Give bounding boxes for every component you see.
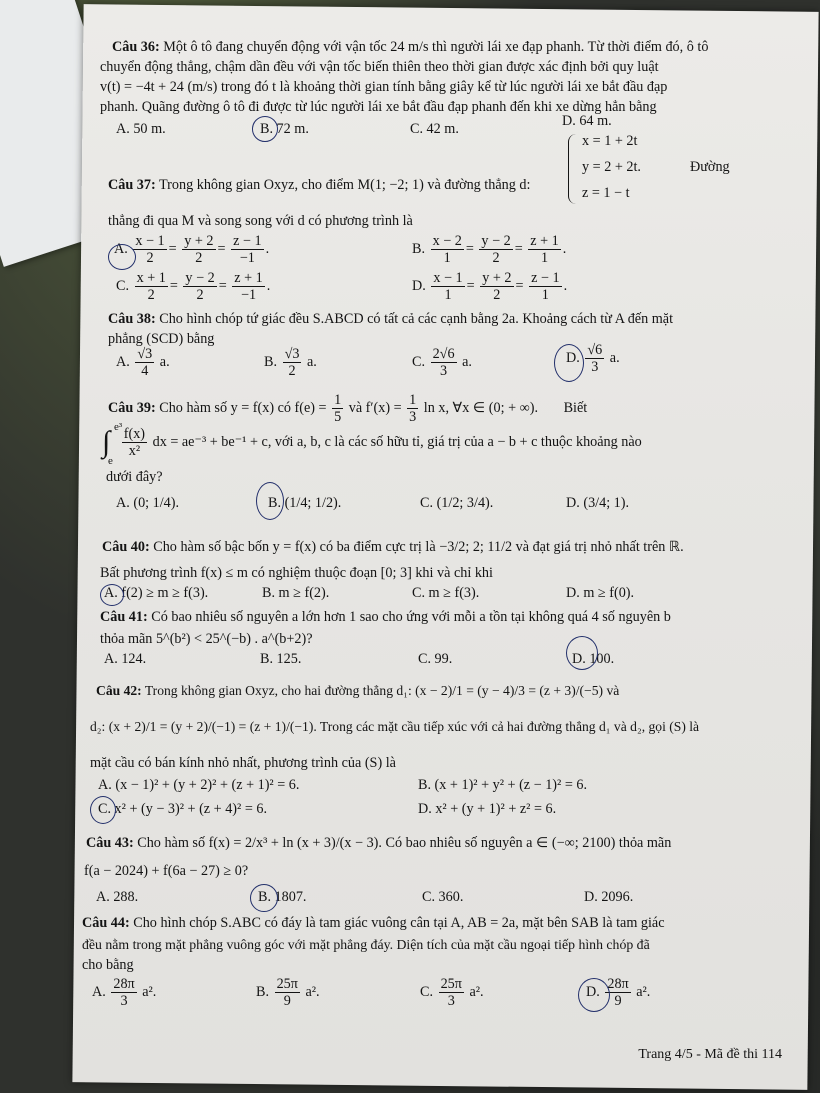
q37-option-b[interactable]: B. $\frac{x - 2}{1}$ = $\frac{y - 2}{2}$ = $\frac{z + 1}{1}$ . (412, 233, 567, 266)
q38-b-n: √3 (284, 346, 300, 362)
q42-option-d[interactable]: D. x² + (y + 1)² + z² = 6. (418, 801, 557, 817)
q40-line1 (102, 538, 684, 556)
q37-d-n3: z − 1 (531, 270, 560, 286)
q37-c-n3: z + 1 (234, 270, 263, 286)
q39-p4: Biết (563, 399, 588, 416)
q37-a-frac2 (182, 233, 215, 266)
q40-option-c[interactable]: C. m ≥ f(3). (412, 585, 480, 601)
q36-line1 (112, 38, 708, 56)
q39-b-key: B. (268, 495, 282, 511)
q41-option-c[interactable]: C. 99. (418, 651, 453, 667)
q44-c-d: 3 (447, 993, 455, 1009)
q39-int-tail: dx = ae⁻³ + be⁻¹ + c, với a, b, c là các số hữu tỉ, giá trị của a − b + c thuộc khoảng nào (152, 433, 642, 450)
q44-a-key: A. (92, 983, 106, 1000)
q40-option-b[interactable]: B. m ≥ f(2). (262, 585, 330, 601)
q44-label: Câu 44: (82, 915, 130, 931)
q40-option-a[interactable]: A. f(2) ≥ m ≥ f(3). (104, 585, 209, 601)
q37-a-n3: z − 1 (233, 233, 262, 249)
q42-line3: mặt cầu có bán kính nhỏ nhất, phương trình của (S) là (90, 755, 396, 771)
q38-c-n: 2√6 (432, 346, 455, 362)
q39-c-v: (1/2; 3/4). (436, 495, 494, 511)
q37-option-a[interactable]: A. $\frac{x - 1}{2}$ = $\frac{y + 2}{2}$ = $\frac{z - 1}{-1}$ . (114, 233, 270, 266)
q37-d-n2: y + 2 (482, 270, 512, 286)
q44-d-d: 9 (614, 993, 622, 1009)
q37-sys-x: x = 1 + 2t (582, 133, 638, 149)
q38-d-t: a. (609, 349, 620, 366)
q41-line2: thỏa mãn 5^(b²) < 25^(−b) . a^(b+2)? (100, 631, 313, 647)
q37-option-c[interactable]: C. $\frac{x + 1}{2}$ = $\frac{y - 2}{2}$ = $\frac{z + 1}{-1}$ . (116, 270, 271, 303)
q37-d-frac2 (480, 270, 513, 303)
q38-b-d: 2 (288, 363, 296, 379)
q38-a-t: a. (159, 353, 170, 370)
q37-d-frac1 (431, 270, 464, 303)
q37-b-d3: 1 (540, 250, 549, 266)
q38-answer-circle (554, 344, 584, 382)
q43-option-c[interactable]: C. 360. (422, 889, 464, 905)
q37-c-n2: y − 2 (185, 270, 215, 286)
q39-fp-frac (407, 392, 418, 425)
q42-line2: d₂: (x + 2)/1 = (y + 2)/(−1) = (z + 1)/(−1). Trong các mặt cầu tiếp xúc với cả hai đường thẳng d₁ và d₂, gọi (S) là (90, 719, 700, 734)
q38-option-b[interactable] (264, 346, 317, 379)
q44-c-t: a². (469, 983, 484, 1000)
q44-line1 (82, 914, 665, 932)
q39-line1 (108, 392, 587, 425)
q37-d-key: D. (412, 277, 426, 294)
q38-c-t: a. (462, 353, 472, 370)
q37-d-n1: x − 1 (433, 270, 463, 286)
q37-b-n2: y − 2 (481, 233, 511, 249)
q37-line1 (108, 176, 530, 194)
q37-b-n3: z + 1 (530, 233, 559, 249)
q44-d-key: D. (586, 983, 600, 1000)
q44-b-key: B. (256, 983, 270, 1000)
q39-integral-sign: ∫ (102, 425, 111, 459)
page-footer: Trang 4/5 - Mã đề thi 114 (638, 1047, 782, 1062)
q39-int-frac (122, 426, 147, 459)
q36-line3: v(t) = −4t + 24 (m/s) trong đó t là khoảng thời gian tính bằng giây kể từ lúc người lái xe bắt đầu đạp (100, 79, 668, 95)
q38-c-frac (431, 346, 457, 379)
q44-b-n: 25π (276, 976, 298, 992)
q38-a-frac (135, 346, 154, 379)
q44-b-frac (275, 976, 300, 1009)
q41-line1 (100, 608, 671, 626)
q38-d-frac (585, 342, 604, 375)
q36-text1: Một ô tô đang chuyển động với vận tốc 24 m/s thì người lái xe đạp phanh. Từ thời điểm đó, ô tô (163, 39, 709, 55)
q43-text1: Cho hàm số f(x) = 2/x³ + ln (x + 3)/(x − 3). Có bao nhiêu số nguyên a ∈ (−∞; 2100) thỏa mãn (137, 835, 672, 851)
q36-line2: chuyển động thẳng, chậm dần đều với vận tốc biến thiên theo thời gian được xác định bởi quy luật (100, 59, 659, 75)
q42-label: Câu 42: (96, 683, 142, 698)
q44-a-n: 28π (113, 976, 135, 992)
q39-int-upper: e³ (114, 421, 123, 433)
q44-option-c[interactable] (420, 976, 484, 1009)
q37-line2: thẳng đi qua M và song song với d có phương trình là (108, 213, 413, 229)
q37-b-n1: x − 2 (432, 233, 462, 249)
q37-a-d3: −1 (239, 250, 255, 266)
q36-option-c[interactable]: C. 42 m. (410, 121, 459, 137)
q42-answer-circle (90, 796, 116, 824)
q36-answer-circle (252, 116, 278, 142)
q44-d-t: a². (636, 983, 651, 1000)
q44-b-d: 9 (283, 993, 291, 1009)
q37-c-frac1 (135, 270, 168, 303)
q37-b-frac2 (479, 233, 512, 266)
q39-fe-d: 5 (334, 409, 342, 425)
q44-c-frac (439, 976, 464, 1009)
q38-d-key: D. (566, 349, 580, 366)
q39-d-v: (3/4; 1). (583, 495, 630, 511)
q39-int-lower: e (108, 455, 113, 467)
q37-b-frac3 (528, 233, 561, 266)
q39-b-v: (1/4; 1/2). (284, 495, 342, 511)
q43-label: Câu 43: (86, 835, 134, 851)
q39-int-d: x² (128, 443, 141, 459)
q36-option-d[interactable]: D. 64 m. (562, 113, 612, 129)
q38-a-key: A. (116, 353, 130, 370)
q38-option-c[interactable] (412, 346, 472, 379)
q43-answer-circle (250, 884, 278, 912)
q37-b-d2: 2 (492, 250, 500, 266)
q36-option-a[interactable]: A. 50 m. (116, 121, 166, 137)
q38-a-n: √3 (137, 346, 153, 362)
q40-text1: Cho hàm số bậc bốn y = f(x) có ba điểm cực trị là −3/2; 2; 11/2 và đạt giá trị nhỏ nhất trên ℝ. (153, 539, 684, 555)
q39-int-n: f(x) (123, 426, 146, 442)
q44-option-a[interactable] (92, 976, 156, 1009)
q39-d-key: D. (566, 495, 580, 511)
q37-c-d3: −1 (240, 287, 257, 303)
q39-p1: Cho hàm số y = f(x) có f(e) = (159, 399, 327, 416)
q38-line1 (108, 310, 673, 328)
q37-c-frac3 (232, 270, 265, 303)
q41-option-a[interactable]: A. 124. (104, 651, 147, 667)
q43-option-a[interactable]: A. 288. (96, 889, 139, 905)
q42-line1 (96, 682, 619, 700)
q41-text1: Có bao nhiêu số nguyên a lớn hơn 1 sao cho ứng với mỗi a tồn tại không quá 4 số nguyên b (151, 609, 671, 625)
q37-a-frac1 (133, 233, 166, 266)
q37-b-key: B. (412, 240, 426, 257)
q40-answer-circle (100, 584, 124, 606)
q37-c-frac2 (183, 270, 216, 303)
q39-fp-n: 1 (409, 392, 417, 408)
q39-line3: dưới đây? (106, 469, 163, 485)
q37-c-d1: 2 (147, 287, 155, 303)
q37-answer-circle (108, 244, 136, 270)
q38-option-a[interactable] (116, 346, 170, 379)
q39-c-key: C. (420, 495, 434, 511)
q37-label: Câu 37: (108, 177, 156, 193)
q37-a-n1: x − 1 (135, 233, 165, 249)
q37-tail: Đường (690, 159, 730, 175)
q43-line2: f(a − 2024) + f(6a − 27) ≥ 0? (84, 863, 249, 879)
q40-line2: Bất phương trình f(x) ≤ m có nghiệm thuộc đoạn [0; 3] khi và chỉ khi (100, 565, 493, 581)
q37-a-key: A. (114, 240, 128, 257)
q44-c-n: 25π (440, 976, 462, 992)
q39-option-c[interactable] (420, 494, 493, 512)
q41-option-d[interactable]: D. 100. (572, 651, 615, 667)
q36-option-b[interactable]: B. 72 m. (260, 121, 309, 137)
q39-a-v: (0; 1/4). (133, 495, 180, 511)
q44-b-t: a². (305, 983, 320, 1000)
q38-d-d: 3 (591, 359, 599, 375)
q39-p3: ln x, ∀x ∈ (0; + ∞). (423, 399, 539, 416)
q37-d-d1: 1 (444, 287, 452, 303)
q38-c-key: C. (412, 353, 426, 370)
q44-option-b[interactable] (256, 976, 320, 1009)
q38-b-key: B. (264, 353, 278, 370)
q44-text1: Cho hình chóp S.ABC có đáy là tam giác vuông cân tại A, AB = 2a, mặt bên SAB là tam giác (133, 915, 665, 931)
q43-option-d[interactable]: D. 2096. (584, 889, 634, 905)
q37-c-key: C. (116, 277, 130, 294)
q37-a-n2: y + 2 (184, 233, 214, 249)
q37-a-d1: 2 (146, 250, 154, 266)
q41-option-b[interactable]: B. 125. (260, 651, 302, 667)
q39-answer-circle (256, 482, 284, 520)
q39-fp-d: 3 (409, 409, 417, 425)
q42-option-b[interactable]: B. (x + 1)² + y² + (z − 1)² = 6. (418, 777, 588, 793)
q37-sys-y: y = 2 + 2t. (582, 159, 641, 175)
q37-a-d2: 2 (195, 250, 203, 266)
q38-text1: Cho hình chóp tứ giác đều S.ABCD có tất cả các cạnh bằng 2a. Khoảng cách từ A đến mặt (159, 311, 674, 327)
q37-d-d3: 1 (541, 287, 549, 303)
q40-option-d[interactable]: D. m ≥ f(0). (566, 585, 635, 601)
q43-line1 (86, 834, 671, 852)
q36-label: Câu 36: (112, 39, 160, 55)
q36-line4: phanh. Quãng đường ô tô đi được từ lúc người lái xe bắt đầu đạp phanh đến khi xe dừng hẳn bằng (100, 99, 657, 115)
q38-d-n: √6 (587, 342, 603, 358)
q42-option-a[interactable]: A. (x − 1)² + (y + 2)² + (z + 1)² = 6. (98, 777, 300, 793)
q39-option-d[interactable] (566, 494, 629, 512)
q44-c-key: C. (420, 983, 434, 1000)
q39-line2 (102, 421, 642, 467)
q37-option-d[interactable]: D. $\frac{x - 1}{1}$ = $\frac{y + 2}{2}$ = $\frac{z - 1}{1}$ . (412, 270, 568, 303)
q43-option-b[interactable]: B. 1807. (258, 889, 307, 905)
q44-line2: đều nằm trong mặt phẳng vuông góc với mặt phẳng đáy. Diện tích của mặt cầu ngoại tiếp hình chóp đã (82, 937, 650, 952)
q37-b-frac1 (431, 233, 464, 266)
q37-d-d2: 2 (493, 287, 501, 303)
q39-label: Câu 39: (108, 399, 156, 416)
q41-answer-circle (566, 636, 598, 670)
q37-a-frac3 (231, 233, 264, 266)
q38-a-d: 4 (141, 363, 149, 379)
q39-fe-n: 1 (334, 392, 342, 408)
q37-system-brace (568, 134, 579, 204)
q37-c-n1: x + 1 (136, 270, 166, 286)
q44-a-t: a². (142, 983, 157, 1000)
q37-d-frac3 (529, 270, 562, 303)
q44-d-n: 28π (607, 976, 629, 992)
q42-option-c[interactable]: C. x² + (y − 3)² + (z + 4)² = 6. (98, 801, 268, 817)
q44-a-d: 3 (120, 993, 128, 1009)
q39-option-a[interactable] (116, 494, 179, 512)
q39-p2: và f′(x) = (348, 399, 402, 416)
q42-text1: Trong không gian Oxyz, cho hai đường thẳng d₁: (x − 2)/1 = (y − 4)/3 = (z + 3)/(−5) và (144, 683, 620, 698)
q39-a-key: A. (116, 495, 130, 511)
q37-c-d2: 2 (196, 287, 204, 303)
q44-answer-circle (578, 978, 610, 1012)
q39-fe-frac (332, 392, 343, 425)
q38-label: Câu 38: (108, 311, 156, 327)
q38-c-d: 3 (440, 363, 448, 379)
q37-b-d1: 1 (443, 250, 451, 266)
q37-sys-z: z = 1 − t (582, 185, 630, 201)
q38-b-t: a. (307, 353, 317, 370)
exam-content (82, 28, 800, 1078)
q40-label: Câu 40: (102, 539, 150, 555)
q44-line3: cho bằng (82, 957, 134, 973)
q37-text1: Trong không gian Oxyz, cho điểm M(1; −2; 1) và đường thẳng d: (159, 177, 531, 193)
q38-line2: phẳng (SCD) bằng (108, 331, 215, 347)
q44-a-frac (111, 976, 136, 1009)
q41-label: Câu 41: (100, 609, 148, 625)
q38-b-frac (283, 346, 302, 379)
